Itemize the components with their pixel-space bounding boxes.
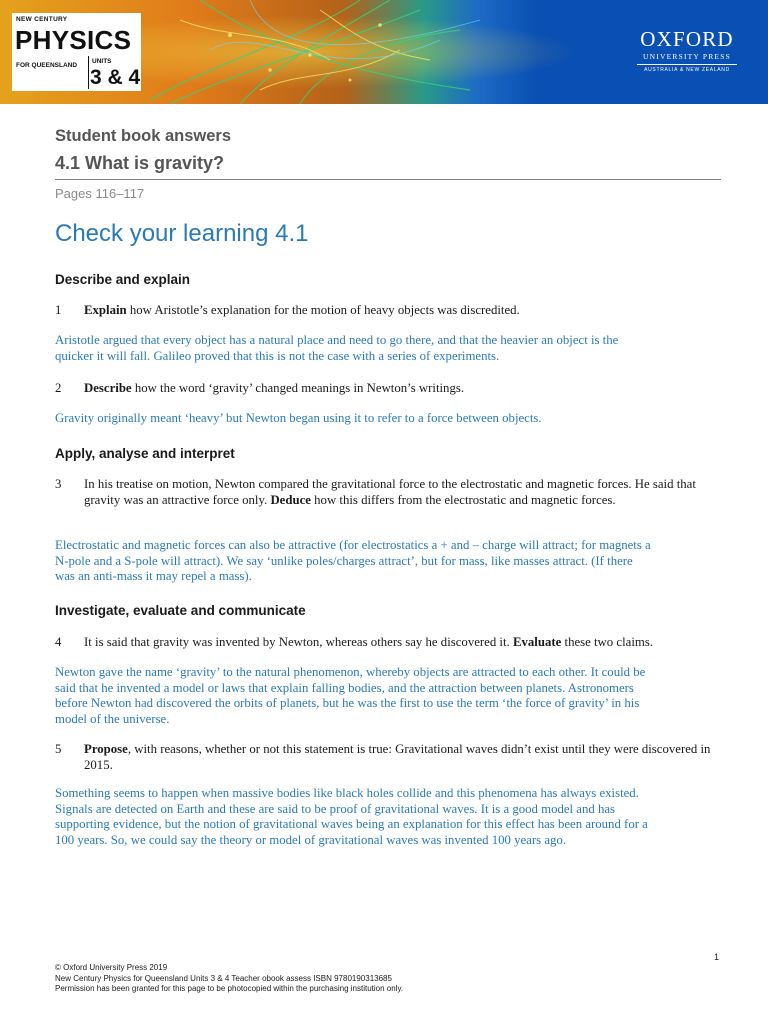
question-command-word: Describe [84,381,132,395]
answer-text [55,333,723,364]
question-text-run: how the word ‘gravity’ changed meanings in Newton’s writings. [131,381,465,395]
answer-line: Signals are detected on Earth and these are said to be proof of gravitational waves. It is a good model and has [55,801,616,816]
question-text-run: these two claims. [561,635,654,649]
topic-title: 4.1 What is gravity? [55,153,225,173]
question-item [55,380,723,396]
answer-line: Gravity originally meant ‘heavy’ but Newton began using it to refer to a force between objects. [55,411,542,425]
question-command-word: Deduce [270,493,311,507]
publisher-name: OXFORD [640,27,734,51]
section-title: Check your learning 4.1 [55,220,309,247]
answer-line: before Newton had discovered the orbits of planets, but he was the first to use the term ‘the force of gravity’ in his [55,696,640,710]
question-item [55,476,723,508]
question-text-run: In his treatise on motion, Newton compared the gravitational force to the electrostatic and magnetic forces. He said that gravity was an attractive force only. [84,477,696,507]
answer-line: Newton gave the name ‘gravity’ to the natural phenomenon, whereby objects are attracted to each other. It could be [55,665,646,679]
title-divider [55,179,721,180]
question-text [84,634,723,650]
question-text [84,380,723,396]
series-logo-title: PHYSICS [15,25,132,55]
question-command-word: Explain [84,303,127,317]
answer-line: was an anti-mass it may repel a mass). [55,569,252,583]
publisher-divider [637,64,737,65]
question-number: 3 [55,477,62,491]
series-logo [12,13,141,91]
answer-line: quicker it will fall. Galileo proved that this is not the case with a series of experiments. [55,348,500,363]
page-range: Pages 116–117 [55,186,145,201]
answer-line: Aristotle argued that every object has a natural place and need to go there, and that the heavier an object is the [55,333,619,347]
book-title: Student book answers [55,127,232,145]
answer-line: 100 years. So, we could say the theory or model of gravitational waves was invented 100 years ago. [55,832,567,847]
answer-text [55,786,723,848]
footer-copyright: © Oxford University Press 2019 [55,963,168,972]
question-command-word: Evaluate [512,635,562,649]
question-text-run: , with reasons, whether or not this statement is true: Gravitational waves didn’t exist until they were discovered in 2015. [84,742,711,772]
series-logo-top: NEW CENTURY [16,16,68,23]
answer-line: supporting evidence, but the notion of gravitational waves being an explanation for this effect has been around for a [55,817,648,831]
footer-product: New Century Physics for Queensland Units 3 & 4 Teacher obook assess ISBN 9780190313685 [55,973,392,983]
section-heading: Investigate, evaluate and communicate [55,603,306,618]
question-text-run: how this differs from the electrostatic and magnetic forces. [310,493,616,507]
question-text [84,302,723,318]
series-logo-region: FOR QUEENSLAND [16,62,78,69]
section-heading: Describe and explain [55,272,191,287]
page-header-banner [0,0,768,104]
publisher-press: UNIVERSITY PRESS [643,52,731,61]
question-item [55,634,723,650]
question-number: 2 [55,381,62,395]
publisher-logo [622,29,752,73]
answer-text [55,665,723,727]
question-item [55,302,723,318]
footer-permission: Permission has been granted for this page to be photocopied within the purchasing institution only. [55,984,404,993]
answer-line: N-pole and a S-pole will attract). We say ‘unlike poles/charges attract’, but for mass, like masses attract. (If there [55,553,633,568]
answer-line: Electrostatic and magnetic forces can also be attractive (for electrostatics a + and – charge will attract; for magnets a [55,538,651,552]
question-text-run: how Aristotle’s explanation for the motion of heavy objects was discredited. [126,303,520,317]
series-units-label: UNITS [92,58,112,65]
question-text-run: It is said that gravity was invented by Newton, whereas others say he discovered it. [84,635,513,649]
answer-text [55,538,723,585]
page-number: 1 [714,952,720,962]
section-heading: Apply, analyse and interpret [55,446,235,461]
answer-line: Something seems to happen when massive bodies like black holes collide and this phenomena has always existed. [55,786,639,800]
series-units-value: 3 & 4 [90,66,141,89]
question-number: 5 [55,742,62,756]
answer-line: said that he invented a model or laws that explain falling bodies, and the attraction between planets. Astronomers [55,680,634,695]
question-command-word: Propose [84,742,128,756]
answer-line: model of the universe. [55,711,170,726]
question-item [55,741,723,773]
series-logo-divider [88,56,89,89]
question-text [84,476,723,508]
question-text [84,741,723,773]
question-number: 1 [55,303,62,317]
publisher-region: AUSTRALIA & NEW ZEALAND [644,67,730,73]
page-footer [55,963,403,995]
question-number: 4 [55,635,62,649]
answer-text [55,411,723,427]
